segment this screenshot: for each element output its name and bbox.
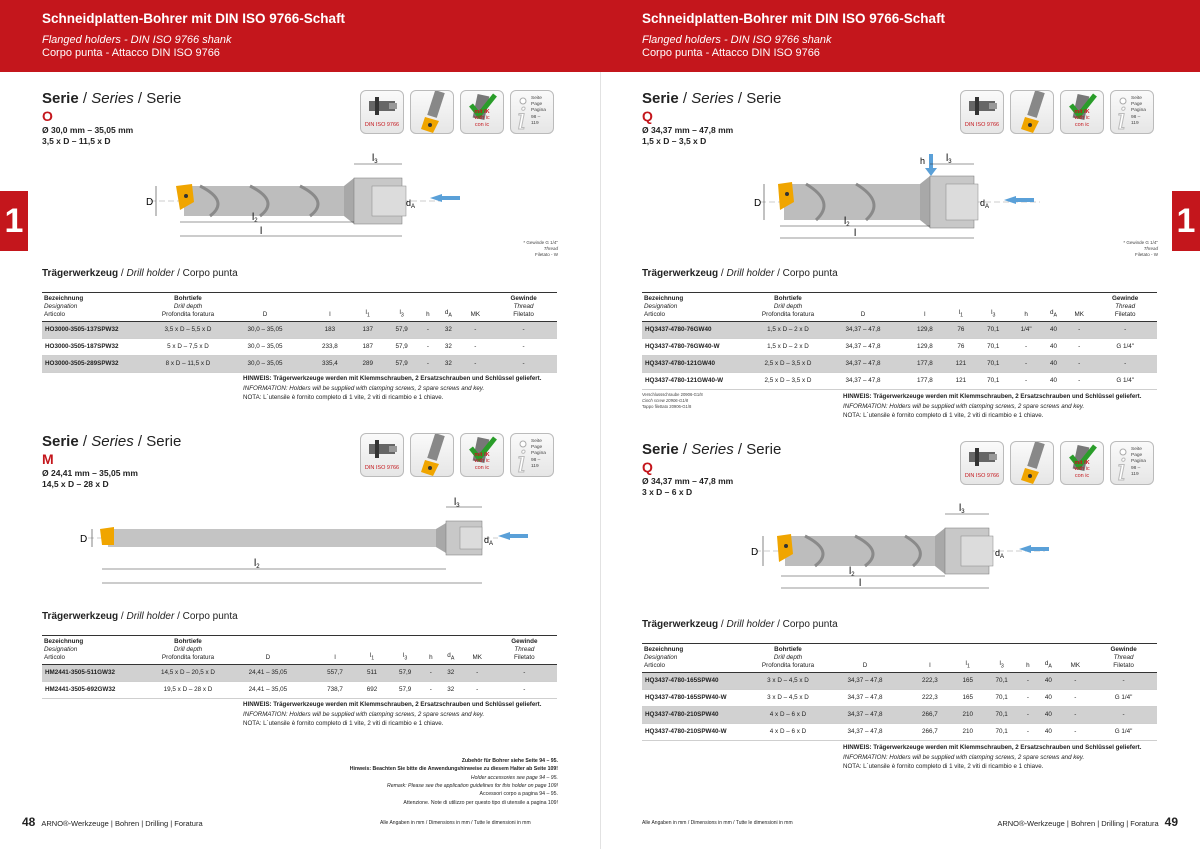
cell-l: 266,7 [908, 723, 952, 740]
cell-l: 335,4 [308, 355, 352, 372]
cell-code: HQ3437-4780-210SPW40-W [642, 723, 754, 740]
cell-l3: 70,1 [984, 706, 1020, 723]
cell-depth: 3 x D – 4,5 x D [754, 672, 822, 689]
cell-h: - [1010, 338, 1042, 355]
footer-right: ARNO®-Werkzeuge | Bohren | Drilling | Foratura 49 [997, 815, 1178, 829]
cell-thread: G 1/4" [1093, 372, 1157, 389]
chapter-tab[interactable]: 1 [0, 191, 28, 251]
cell-h: - [420, 338, 437, 355]
cell-l1: 76 [946, 338, 977, 355]
serie-diameter: Ø 30,0 mm – 35,05 mm [42, 125, 134, 135]
cell-MK: - [1065, 372, 1093, 389]
cell-l3: 70,1 [984, 723, 1020, 740]
drill-drawing-q2 [745, 500, 1065, 600]
svg-text:l: l [260, 226, 263, 237]
cell-code: HQ3437-4780-121GW40-W [642, 372, 754, 389]
cell-l3: 70,1 [976, 372, 1010, 389]
cell-l3: 70,1 [976, 321, 1010, 338]
serie-depth: 3,5 x D – 11,5 x D [42, 136, 111, 146]
cell-D: 34,37 – 47,8 [822, 355, 904, 372]
svg-text:l3: $l_3$ [372, 153, 378, 165]
internal-coolant-icon[interactable]: mit IK with ic con ic [460, 90, 504, 134]
svg-text:l2: $l_2$ [844, 216, 850, 228]
cell-thread: G 1/4" [1090, 689, 1157, 706]
table-row[interactable] [42, 664, 557, 681]
cell-l1: 187 [352, 338, 384, 355]
cell-MK: - [1065, 355, 1093, 372]
cell-depth: 3,5 x D – 5,5 x D [154, 321, 222, 338]
table-row[interactable] [642, 372, 1157, 389]
cell-code: HM2441-3505-511GW32 [42, 664, 154, 681]
cell-thread: - [490, 338, 557, 355]
header-subtitle-en: Flanged holders - DIN ISO 9766 shank [42, 34, 232, 46]
cell-thread: - [1090, 672, 1157, 689]
cell-depth: 3 x D – 4,5 x D [754, 689, 822, 706]
cell-D: 34,37 – 47,8 [822, 338, 904, 355]
section-title-q1: Trägerwerkzeug / Drill holder / Corpo punta [642, 268, 838, 279]
table-row[interactable] [642, 321, 1157, 338]
cell-code: HQ3437-4780-76GW40-W [642, 338, 754, 355]
cell-l: 177,8 [904, 355, 946, 372]
cell-depth: 4 x D – 6 x D [754, 706, 822, 723]
cell-l: 233,8 [308, 338, 352, 355]
svg-text:l: l [854, 228, 857, 239]
cell-D: 24,41 – 35,05 [222, 664, 314, 681]
spec-table-q2: Bezeichnung Designation Articolo Bohrtiefe Drill depth Profondita foratura D l $l_1$ $l_3$ h $d_A$ MK Gewinde Thread Filetato HQ3437-4780-165SPW40 3 x D – 4,5 x D 34,37 – 47,8 222,3 165 70,1 - 40 - - HQ3437-4780-165SPW40-W 3 x D – 4,5 x D 34,37 – 47,8 222,3 165 70,1 - 40 - G 1/4" HQ3437-4780-210SPW40 4 x D – 6 x D 34,37 – 47,8 266,7 210 70,1 - 40 - - HQ3437-4780-210SPW40-W 4 x D – 6 x D 34,37 – 47,8 266,7 210 70,1 - 40 - G 1/4" [642, 643, 1157, 741]
table-row[interactable] [642, 706, 1157, 723]
cell-D: 30,0 – 35,05 [222, 321, 308, 338]
cell-thread: - [1093, 355, 1157, 372]
cell-D: 34,37 – 47,8 [822, 321, 904, 338]
svg-text:l2: $l_2$ [849, 566, 855, 578]
cell-MK: - [1065, 321, 1093, 338]
cell-depth: 14,5 x D – 20,5 x D [154, 664, 222, 681]
drill-drawing-o [140, 150, 480, 250]
cell-l3: 57,9 [388, 681, 423, 698]
cell-dA: 32 [436, 338, 460, 355]
cell-l3: 57,9 [384, 355, 420, 372]
cell-l1: 165 [952, 689, 984, 706]
icon-row [960, 90, 1154, 134]
cell-code: HQ3437-4780-76GW40 [642, 321, 754, 338]
cell-l1: 121 [946, 355, 977, 372]
cell-D: 24,41 – 35,05 [222, 681, 314, 698]
cell-thread: G 1/4" [1090, 723, 1157, 740]
cell-l3: 70,1 [976, 355, 1010, 372]
info-page-icon[interactable]: i Seite Page Pagina 98 – 119 [1110, 441, 1154, 485]
cell-dA: 40 [1042, 355, 1065, 372]
table-row[interactable] [642, 689, 1157, 706]
cell-MK: - [1061, 689, 1091, 706]
table-row[interactable] [42, 338, 557, 355]
cell-depth: 1,5 x D – 2 x D [754, 321, 822, 338]
serie-q2-heading: Serie / Series / Serie Q Ø 34,37 mm – 47,8 mm 3 x D – 6 x D [642, 441, 782, 497]
note-m: HINWEIS: Trägerwerkzeuge werden mit Klemmschrauben, 2 Ersatzschrauben und Schlüssel geliefert. INFORMATION: Holders will be supplied with clamping screws, 2 spare screws and key. NOTA: L´utensile è fornito completo di 1 vite, 2 viti di ricambio e 1 chiave. [243, 701, 542, 728]
internal-coolant-icon[interactable]: mit IK with ic con ic [1060, 90, 1104, 134]
cell-D: 34,37 – 47,8 [822, 723, 908, 740]
cell-h: - [1010, 355, 1042, 372]
cell-MK: - [461, 321, 491, 338]
screw-note: Verschlussschraube 20906-G1/8 Cinch screw 20906-G1/8 Tappo filettato 20906-G1/8 [642, 392, 703, 409]
cell-thread: - [490, 355, 557, 372]
cell-code: HQ3437-4780-165SPW40-W [642, 689, 754, 706]
drill-drawing-q1 [750, 150, 1070, 250]
cell-l: 738,7 [314, 681, 357, 698]
cell-l3: 57,9 [384, 338, 420, 355]
cell-code: HQ3437-4780-165SPW40 [642, 672, 754, 689]
cell-l: 222,3 [908, 689, 952, 706]
svg-text:l3: $l_3$ [959, 503, 965, 515]
cell-depth: 2,5 x D – 3,5 x D [754, 372, 822, 389]
cell-thread: - [492, 681, 557, 698]
icon-row [360, 433, 554, 477]
svg-text:D: D [751, 547, 759, 558]
cell-code: HM2441-3505-692GW32 [42, 681, 154, 698]
cell-D: 30,0 – 35,05 [222, 355, 308, 372]
cell-D: 30,0 – 35,05 [222, 338, 308, 355]
cell-l: 222,3 [908, 672, 952, 689]
svg-text:h: h [920, 156, 926, 166]
cell-l1: 76 [946, 321, 977, 338]
insert-drill-icon[interactable] [1010, 90, 1054, 134]
page-number: 49 [1164, 815, 1178, 829]
insert-drill-icon[interactable] [410, 90, 454, 134]
cell-MK: - [1061, 706, 1091, 723]
insert-drill-icon[interactable] [1010, 441, 1054, 485]
cell-l1: 210 [952, 706, 984, 723]
footer-dims-right: Alle Angaben in mm / Dimensions in mm / Tutte le dimensioni in mm [642, 820, 793, 826]
cell-thread: - [1093, 321, 1157, 338]
cell-l1: 289 [352, 355, 384, 372]
cell-thread: - [492, 664, 557, 681]
cell-MK: - [1065, 338, 1093, 355]
svg-text:l3: $l_3$ [454, 497, 460, 509]
svg-text:l2: $l_2$ [252, 212, 258, 224]
din-shank-icon[interactable]: DIN ISO 9766 [360, 433, 404, 477]
cell-D: 34,37 – 47,8 [822, 372, 904, 389]
spec-table-o: Bezeichnung Designation Articolo Bohrtiefe Drill depth Profondita foratura D l $l_1$ $l_3$ h $d_A$ MK Gewinde Thread Filetato HO3000-3505-137SPW32 3,5 x D – 5,5 x D 30,0 – 35,05 183 137 57,9 - 32 - - HO3000-3505-187SPW32 5 x D – 7,5 x D 30,0 – 35,05 233,8 187 57,9 - 32 - - HO3000-3505-289SPW32 8 x D – 11,5 x D 30,0 – 35,05 335,4 289 57,9 - 32 - - [42, 292, 557, 373]
footer-left: 48 ARNO®-Werkzeuge | Bohren | Drilling | Foratura [22, 815, 203, 829]
serie-q1-heading: Serie / Series / Serie Q Ø 34,37 mm – 47,8 mm 1,5 x D – 3,5 x D [642, 90, 782, 146]
cell-l3: 70,1 [976, 338, 1010, 355]
svg-text:D: D [146, 197, 154, 208]
serie-letter: M [42, 451, 54, 467]
cell-h: 1/4" [1010, 321, 1042, 338]
cell-l: 177,8 [904, 372, 946, 389]
din-shank-icon[interactable]: DIN ISO 9766 [960, 90, 1004, 134]
svg-text:D: D [754, 198, 762, 209]
cell-l1: 165 [952, 672, 984, 689]
cell-code: HO3000-3505-289SPW32 [42, 355, 154, 372]
svg-text:l2: $l_2$ [254, 558, 260, 570]
cell-l3: 57,9 [384, 321, 420, 338]
serie-m-heading: Serie / Series / Serie M Ø 24,41 mm – 35,05 mm 14,5 x D – 28 x D [42, 433, 182, 489]
cell-dA: 40 [1036, 723, 1060, 740]
table-row[interactable] [642, 723, 1157, 740]
serie-letter: O [42, 108, 53, 124]
cell-D: 34,37 – 47,8 [822, 672, 908, 689]
thread-footnote: * Gewinde G 1/4" Thread Filetato - W [1123, 240, 1158, 258]
cell-dA: 40 [1042, 338, 1065, 355]
cell-D: 34,37 – 47,8 [822, 689, 908, 706]
cell-D: 34,37 – 47,8 [822, 706, 908, 723]
spec-table-m: Bezeichnung Designation Articolo Bohrtiefe Drill depth Profondita foratura D l $l_1$ $l_3$ h $d_A$ MK Gewinde Thread Filetato HM2441-3505-511GW32 14,5 x D – 20,5 x D 24,41 – 35,05 557,7 511 57,9 - 32 - - HM2441-3505-692GW32 19,5 x D – 28 x D 24,41 – 35,05 738,7 692 57,9 - 32 - - [42, 635, 557, 699]
cell-dA: 40 [1042, 372, 1065, 389]
svg-text:i: i [1117, 102, 1127, 135]
cell-h: - [420, 321, 437, 338]
section-title-o: Trägerwerkzeug / Drill holder / Corpo punta [42, 268, 238, 279]
cell-dA: 32 [436, 355, 460, 372]
internal-coolant-icon[interactable]: mit IK with ic con ic [1060, 441, 1104, 485]
icon-row [960, 441, 1154, 485]
svg-text:i: i [1117, 453, 1127, 486]
cell-l1: 121 [946, 372, 977, 389]
cell-h: - [423, 681, 439, 698]
cell-code: HO3000-3505-137SPW32 [42, 321, 154, 338]
svg-text:l: l [859, 578, 862, 589]
note-o: HINWEIS: Trägerwerkzeuge werden mit Klemmschrauben, 2 Ersatzschrauben und Schlüssel geliefert. INFORMATION: Holders will be supplied with clamping screws, 2 spare screws and key. NOTA: L´utensile è fornito completo di 1 vite, 2 viti di ricambio e 1 chiave. [243, 375, 542, 402]
svg-text:dA: $d_A$ [980, 198, 990, 210]
right-page [600, 0, 1200, 849]
cell-l1: 137 [352, 321, 384, 338]
insert-drill-icon[interactable] [410, 433, 454, 477]
table-row[interactable] [642, 355, 1157, 372]
cell-l1: 210 [952, 723, 984, 740]
cell-h: - [1020, 706, 1037, 723]
cell-l: 557,7 [314, 664, 357, 681]
cell-dA: 40 [1042, 321, 1065, 338]
cell-h: - [1020, 723, 1037, 740]
cell-l: 129,8 [904, 338, 946, 355]
header-title: Schneidplatten-Bohrer mit DIN ISO 9766-Schaft [42, 11, 346, 26]
cell-MK: - [1061, 723, 1091, 740]
chapter-tab[interactable]: 1 [1172, 191, 1200, 251]
cell-l1: 511 [356, 664, 387, 681]
cell-h: - [1020, 672, 1037, 689]
cell-l: 183 [308, 321, 352, 338]
svg-text:l3: $l_3$ [946, 153, 952, 165]
cell-depth: 4 x D – 6 x D [754, 723, 822, 740]
cell-h: - [1020, 689, 1037, 706]
cell-dA: 32 [439, 681, 463, 698]
table-row[interactable] [642, 672, 1157, 689]
cell-l: 129,8 [904, 321, 946, 338]
note-q2: HINWEIS: Trägerwerkzeuge werden mit Klemmschrauben, 2 Ersatzschrauben und Schlüssel geliefert. INFORMATION: Holders will be supplied with clamping screws, 2 spare screws and key. NOTA: L´utensile è fornito completo di 1 vite, 2 viti di ricambio e 1 chiave. [843, 744, 1142, 771]
cell-code: HQ3437-4780-121GW40 [642, 355, 754, 372]
page-number: 48 [22, 815, 36, 829]
table-row[interactable] [42, 321, 557, 338]
cell-thread: G 1/4" [1093, 338, 1157, 355]
footer-dims-left: Alle Angaben in mm / Dimensions in mm / Tutte le dimensioni in mm [380, 820, 531, 826]
cell-depth: 2,5 x D – 3,5 x D [754, 355, 822, 372]
cell-l1: 692 [356, 681, 387, 698]
table-row[interactable] [42, 681, 557, 698]
cell-dA: 40 [1036, 689, 1060, 706]
cell-l: 266,7 [908, 706, 952, 723]
info-page-icon[interactable]: i Seite Page Pagina 98 – 119 [510, 90, 554, 134]
cell-code: HO3000-3505-187SPW32 [42, 338, 154, 355]
cell-thread: - [490, 321, 557, 338]
accessories-note: Zubehör für Bohrer siehe Seite 94 – 95. Hinweis: Beachten Sie bitte die Anwendungshinweise zu diesem Halter ab Seite 109! Holder accessories see page 94 – 95. Remark: Please see the application guidelines for this holder on page 109! Accessori corpo a pagina 94 – 95. Attenzione. Note di utilizzo per questo tipo di utensile a pagina 109! [349, 758, 558, 806]
svg-text:dA: $d_A$ [995, 548, 1005, 560]
cell-thread: - [1090, 706, 1157, 723]
cell-depth: 1,5 x D – 2 x D [754, 338, 822, 355]
table-row[interactable] [42, 355, 557, 372]
spec-table-q1: Bezeichnung Designation Articolo Bohrtiefe Drill depth Profondita foratura D l $l_1$ $l_3$ h $d_A$ MK Gewinde Thread Filetato HQ3437-4780-76GW40 1,5 x D – 2 x D 34,37 – 47,8 129,8 76 70,1 1/4" 40 - - HQ3437-4780-76GW40-W 1,5 x D – 2 x D 34,37 – 47,8 129,8 76 70,1 - 40 - G 1/4" HQ3437-4780-121GW40 2,5 x D – 3,5 x D 34,37 – 47,8 177,8 121 70,1 - 40 - - HQ3437-4780-121GW40-W 2,5 x D – 3,5 x D 34,37 – 47,8 177,8 121 70,1 - 40 - G 1/4" [642, 292, 1157, 390]
serie-o-heading: Serie / Series / Serie O Ø 30,0 mm – 35,05 mm 3,5 x D – 11,5 x D [42, 90, 182, 146]
din-shank-icon[interactable]: DIN ISO 9766 [360, 90, 404, 134]
icon-row [360, 90, 554, 134]
cell-MK: - [461, 338, 491, 355]
internal-coolant-icon[interactable]: mit IK with ic con ic [460, 433, 504, 477]
cell-MK: - [463, 664, 492, 681]
cell-depth: 19,5 x D – 28 x D [154, 681, 222, 698]
svg-text:i: i [517, 102, 527, 135]
cell-dA: 32 [439, 664, 463, 681]
svg-text:dA: $d_A$ [484, 535, 494, 547]
cell-dA: 40 [1036, 706, 1060, 723]
svg-text:D: D [80, 534, 88, 545]
info-page-icon[interactable]: i Seite Page Pagina 98 – 119 [1110, 90, 1154, 134]
header-subtitle-it: Corpo punta - Attacco DIN ISO 9766 [42, 47, 220, 59]
svg-text:dA: $d_A$ [406, 198, 416, 210]
page-header-left [0, 0, 600, 72]
cell-dA: 32 [436, 321, 460, 338]
cell-code: HQ3437-4780-210SPW40 [642, 706, 754, 723]
cell-depth: 5 x D – 7,5 x D [154, 338, 222, 355]
cell-l3: 70,1 [984, 689, 1020, 706]
cell-h: - [420, 355, 437, 372]
cell-l3: 57,9 [388, 664, 423, 681]
thread-footnote: * Gewinde G 1/4" Thread Filetato - W [523, 240, 558, 258]
section-title-q2: Trägerwerkzeug / Drill holder / Corpo punta [642, 619, 838, 630]
cell-MK: - [1061, 672, 1091, 689]
svg-text:i: i [517, 445, 527, 478]
page-header-right: Schneidplatten-Bohrer mit DIN ISO 9766-Schaft Flanged holders - DIN ISO 9766 shank Corpo punta - Attacco DIN ISO 9766 [600, 0, 1200, 72]
info-page-icon[interactable]: i Seite Page Pagina 98 – 119 [510, 433, 554, 477]
table-row[interactable] [642, 338, 1157, 355]
cell-h: - [423, 664, 439, 681]
cell-MK: - [461, 355, 491, 372]
cell-MK: - [463, 681, 492, 698]
section-title-m: Trägerwerkzeug / Drill holder / Corpo punta [42, 611, 238, 622]
note-q1: HINWEIS: Trägerwerkzeuge werden mit Klemmschrauben, 2 Ersatzschrauben und Schlüssel geliefert. INFORMATION: Holders will be supplied with clamping screws, 2 spare screws and key. NOTA: L´utensile è fornito completo di 1 vite, 2 viti di ricambio e 1 chiave. [843, 393, 1142, 420]
cell-dA: 40 [1036, 672, 1060, 689]
din-shank-icon[interactable]: DIN ISO 9766 [960, 441, 1004, 485]
cell-depth: 8 x D – 11,5 x D [154, 355, 222, 372]
cell-h: - [1010, 372, 1042, 389]
drill-drawing-m [78, 495, 538, 590]
cell-l3: 70,1 [984, 672, 1020, 689]
